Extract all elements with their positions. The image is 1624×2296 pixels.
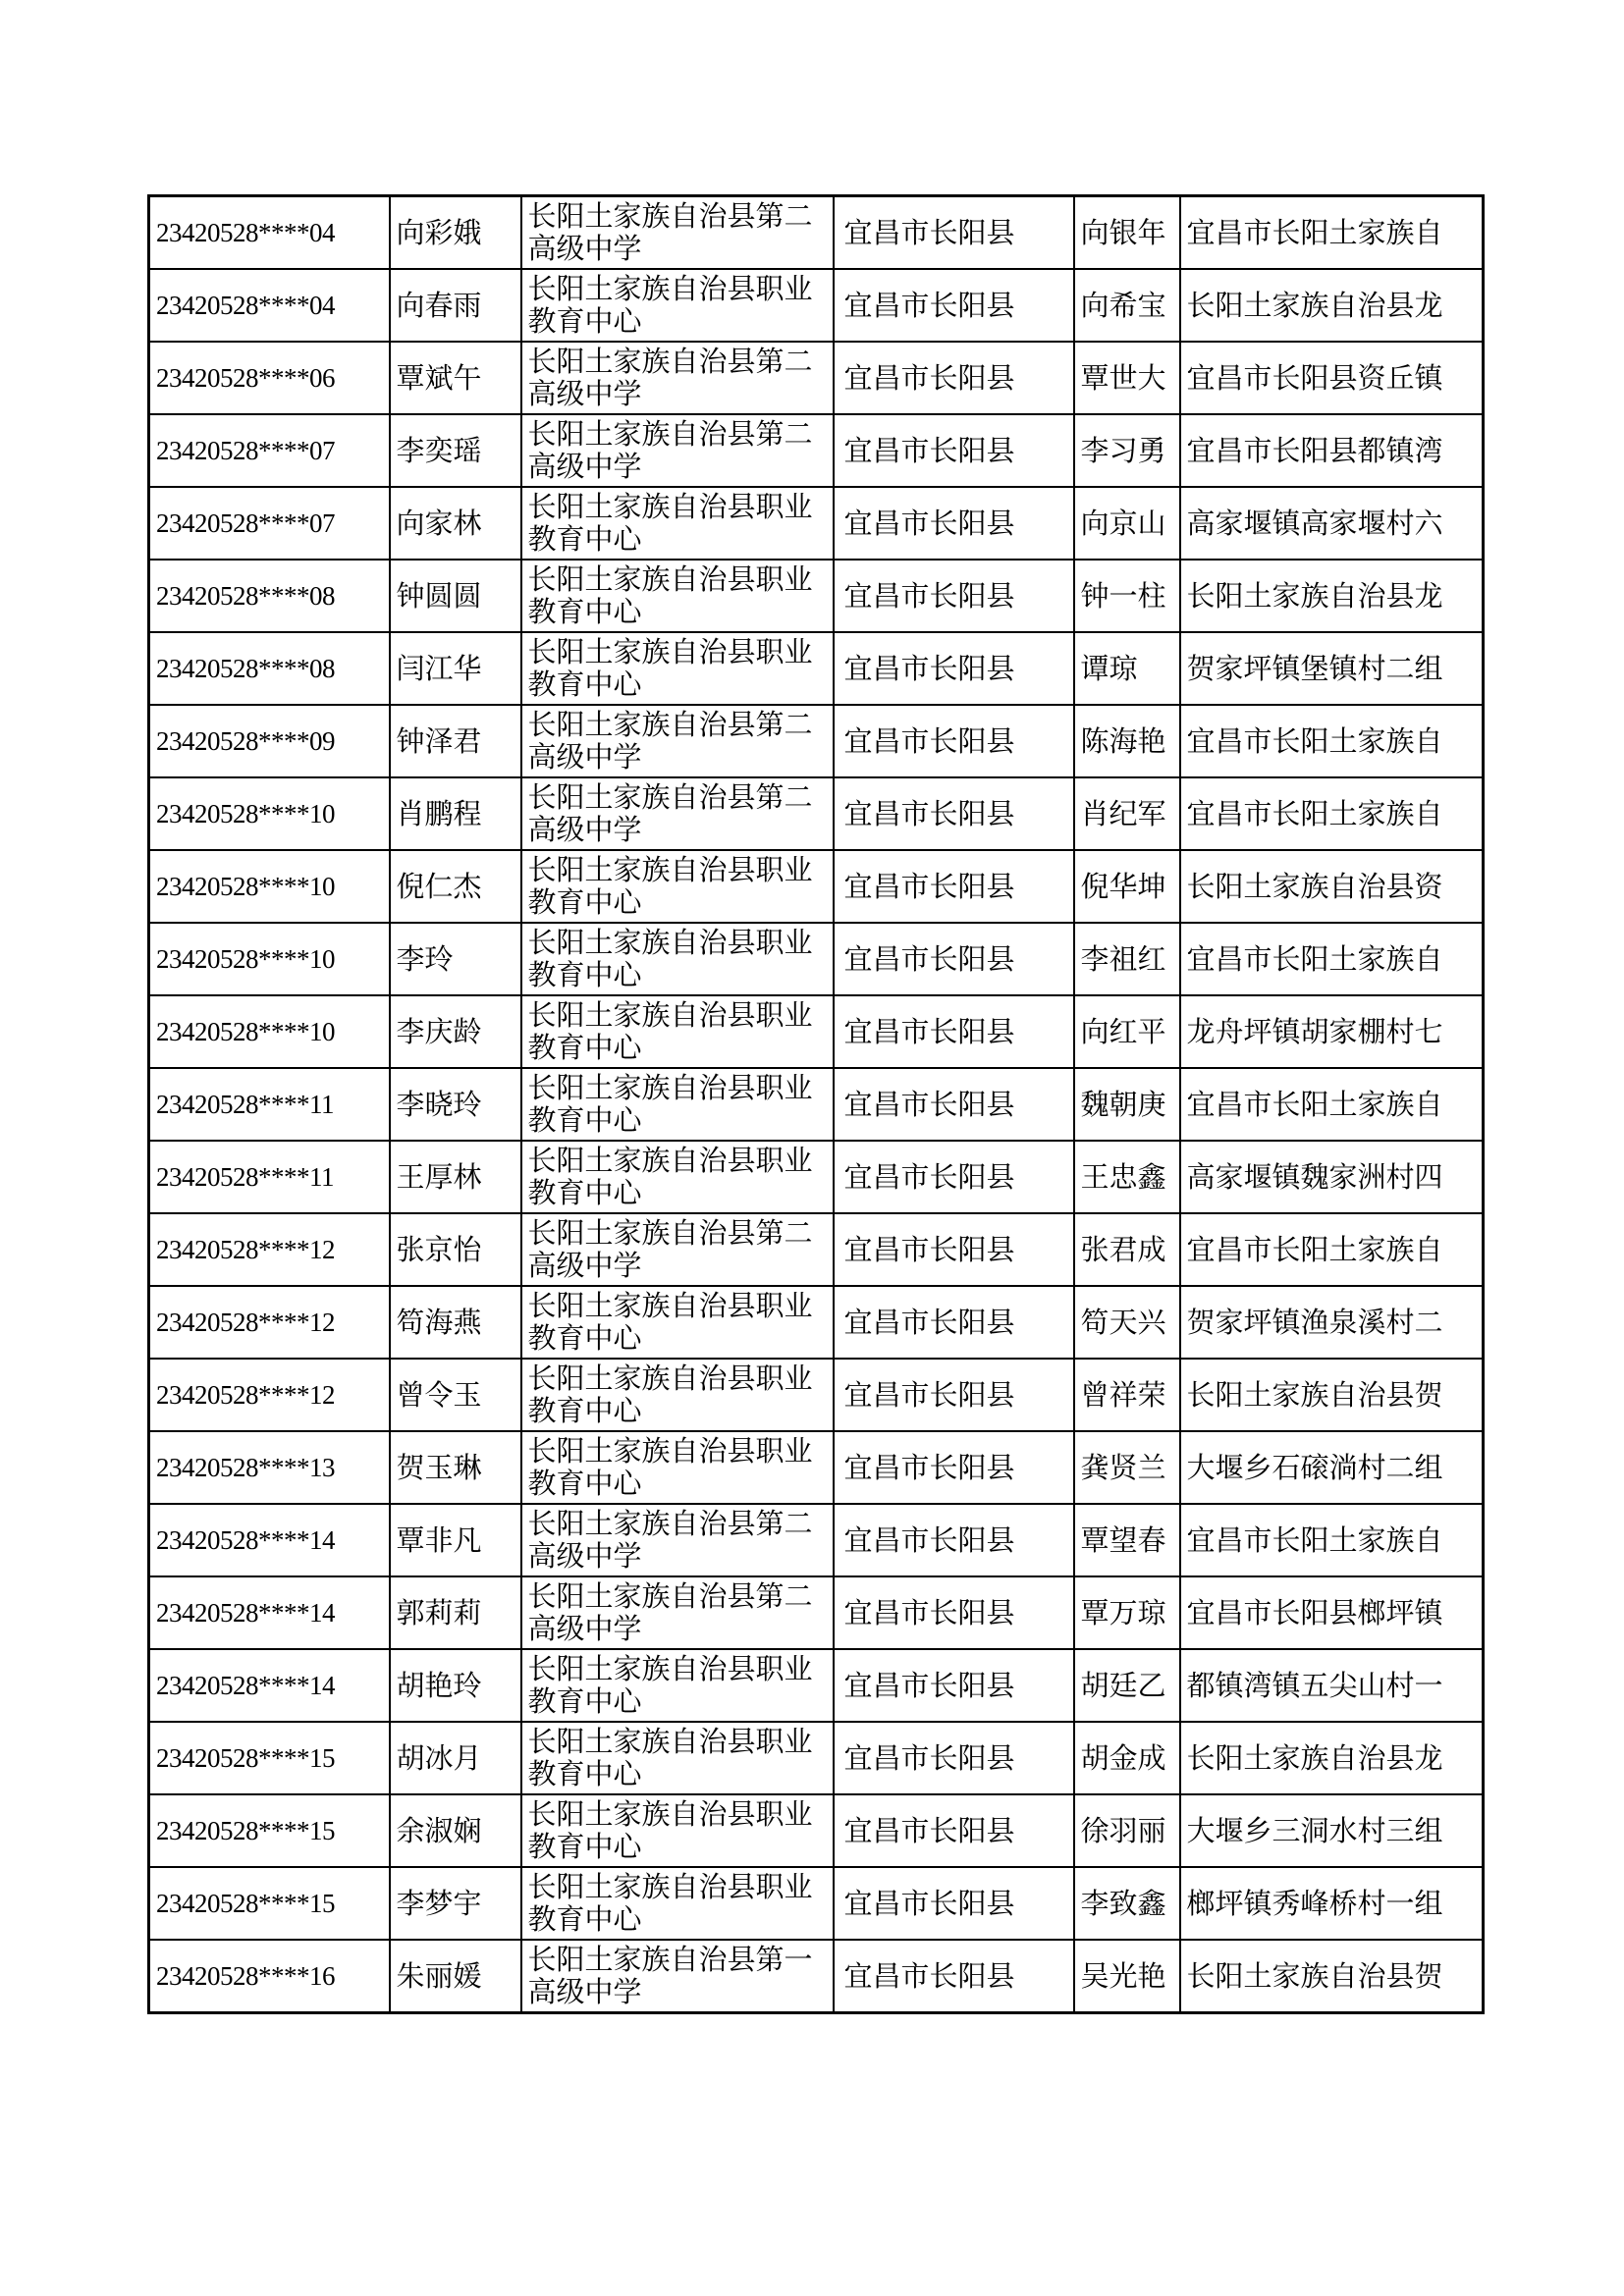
student-name-cell: 覃非凡 (390, 1504, 521, 1576)
guardian-name-cell: 向希宝 (1074, 269, 1180, 342)
address-cell: 大堰乡石磙淌村二组 (1180, 1431, 1484, 1504)
student-name-cell: 向彩娥 (390, 196, 521, 270)
table-row (149, 1867, 1484, 1940)
region-cell: 宜昌市长阳县 (834, 1286, 1074, 1359)
school-cell: 长阳土家族自治县职业教育中心 (521, 1141, 834, 1213)
table-row (149, 1649, 1484, 1722)
student-id-cell: 23420528****16 (149, 1940, 390, 2013)
guardian-name-cell: 魏朝庚 (1074, 1068, 1180, 1141)
guardian-name-cell: 钟一柱 (1074, 560, 1180, 632)
guardian-name-cell: 倪华坤 (1074, 850, 1180, 923)
guardian-name-cell: 陈海艳 (1074, 705, 1180, 777)
table-row (149, 1141, 1484, 1213)
region-cell: 宜昌市长阳县 (834, 1068, 1074, 1141)
table-row (149, 850, 1484, 923)
student-id-cell: 23420528****15 (149, 1867, 390, 1940)
school-cell: 长阳土家族自治县职业教育中心 (521, 995, 834, 1068)
guardian-name-cell: 覃望春 (1074, 1504, 1180, 1576)
school-cell: 长阳土家族自治县职业教育中心 (521, 1068, 834, 1141)
student-name-cell: 贺玉琳 (390, 1431, 521, 1504)
address-cell: 宜昌市长阳土家族自 (1180, 777, 1484, 850)
school-cell: 长阳土家族自治县第二高级中学 (521, 777, 834, 850)
guardian-name-cell: 吴光艳 (1074, 1940, 1180, 2013)
student-name-cell: 郭莉莉 (390, 1576, 521, 1649)
student-id-cell: 23420528****15 (149, 1794, 390, 1867)
guardian-name-cell: 向红平 (1074, 995, 1180, 1068)
student-name-cell: 李晓玲 (390, 1068, 521, 1141)
guardian-name-cell: 向银年 (1074, 196, 1180, 270)
table-row (149, 1359, 1484, 1431)
student-id-cell: 23420528****15 (149, 1722, 390, 1794)
address-cell: 贺家坪镇渔泉溪村二 (1180, 1286, 1484, 1359)
region-cell: 宜昌市长阳县 (834, 705, 1074, 777)
region-cell: 宜昌市长阳县 (834, 269, 1074, 342)
student-name-cell: 向春雨 (390, 269, 521, 342)
school-cell: 长阳土家族自治县第二高级中学 (521, 1504, 834, 1576)
student-name-cell: 胡艳玲 (390, 1649, 521, 1722)
student-id-cell: 23420528****14 (149, 1504, 390, 1576)
student-name-cell: 钟圆圆 (390, 560, 521, 632)
address-cell: 宜昌市长阳土家族自 (1180, 923, 1484, 995)
guardian-name-cell: 胡金成 (1074, 1722, 1180, 1794)
address-cell: 长阳土家族自治县龙 (1180, 1722, 1484, 1794)
address-cell: 宜昌市长阳县都镇湾 (1180, 414, 1484, 487)
address-cell: 宜昌市长阳土家族自 (1180, 705, 1484, 777)
table-row (149, 269, 1484, 342)
address-cell: 龙舟坪镇胡家棚村七 (1180, 995, 1484, 1068)
roster-body (149, 196, 1484, 2013)
student-name-cell: 闫江华 (390, 632, 521, 705)
table-row (149, 705, 1484, 777)
school-cell: 长阳土家族自治县第二高级中学 (521, 1576, 834, 1649)
region-cell: 宜昌市长阳县 (834, 1141, 1074, 1213)
address-cell: 长阳土家族自治县龙 (1180, 269, 1484, 342)
address-cell: 宜昌市长阳土家族自 (1180, 1504, 1484, 1576)
region-cell: 宜昌市长阳县 (834, 923, 1074, 995)
student-name-cell: 李玲 (390, 923, 521, 995)
student-id-cell: 23420528****12 (149, 1359, 390, 1431)
student-name-cell: 钟泽君 (390, 705, 521, 777)
school-cell: 长阳土家族自治县第二高级中学 (521, 414, 834, 487)
region-cell: 宜昌市长阳县 (834, 1794, 1074, 1867)
table-row (149, 777, 1484, 850)
region-cell: 宜昌市长阳县 (834, 1867, 1074, 1940)
school-cell: 长阳土家族自治县职业教育中心 (521, 923, 834, 995)
region-cell: 宜昌市长阳县 (834, 1359, 1074, 1431)
student-name-cell: 曾令玉 (390, 1359, 521, 1431)
address-cell: 高家堰镇高家堰村六 (1180, 487, 1484, 560)
address-cell: 长阳土家族自治县贺 (1180, 1940, 1484, 2013)
table-row (149, 1504, 1484, 1576)
school-cell: 长阳土家族自治县职业教育中心 (521, 1794, 834, 1867)
guardian-name-cell: 李习勇 (1074, 414, 1180, 487)
address-cell: 长阳土家族自治县贺 (1180, 1359, 1484, 1431)
student-id-cell: 23420528****10 (149, 923, 390, 995)
student-id-cell: 23420528****10 (149, 777, 390, 850)
school-cell: 长阳土家族自治县第一高级中学 (521, 1940, 834, 2013)
region-cell: 宜昌市长阳县 (834, 632, 1074, 705)
student-name-cell: 余淑娴 (390, 1794, 521, 1867)
table-row (149, 632, 1484, 705)
address-cell: 宜昌市长阳县榔坪镇 (1180, 1576, 1484, 1649)
student-id-cell: 23420528****07 (149, 414, 390, 487)
school-cell: 长阳土家族自治县职业教育中心 (521, 560, 834, 632)
guardian-name-cell: 李致鑫 (1074, 1867, 1180, 1940)
table-row (149, 196, 1484, 270)
student-name-cell: 倪仁杰 (390, 850, 521, 923)
student-id-cell: 23420528****07 (149, 487, 390, 560)
address-cell: 大堰乡三洞水村三组 (1180, 1794, 1484, 1867)
guardian-name-cell: 龚贤兰 (1074, 1431, 1180, 1504)
student-name-cell: 张京怡 (390, 1213, 521, 1286)
region-cell: 宜昌市长阳县 (834, 995, 1074, 1068)
address-cell: 都镇湾镇五尖山村一 (1180, 1649, 1484, 1722)
student-id-cell: 23420528****09 (149, 705, 390, 777)
table-row (149, 1940, 1484, 2013)
address-cell: 宜昌市长阳土家族自 (1180, 1068, 1484, 1141)
student-name-cell: 覃斌午 (390, 342, 521, 414)
guardian-name-cell: 胡廷乙 (1074, 1649, 1180, 1722)
region-cell: 宜昌市长阳县 (834, 342, 1074, 414)
student-name-cell: 向家林 (390, 487, 521, 560)
school-cell: 长阳土家族自治县职业教育中心 (521, 1359, 834, 1431)
address-cell: 宜昌市长阳土家族自 (1180, 196, 1484, 270)
guardian-name-cell: 张君成 (1074, 1213, 1180, 1286)
table-row (149, 1794, 1484, 1867)
student-name-cell: 李奕瑶 (390, 414, 521, 487)
student-id-cell: 23420528****12 (149, 1213, 390, 1286)
table-row (149, 1722, 1484, 1794)
table-row (149, 487, 1484, 560)
student-id-cell: 23420528****13 (149, 1431, 390, 1504)
student-name-cell: 胡冰月 (390, 1722, 521, 1794)
guardian-name-cell: 向京山 (1074, 487, 1180, 560)
school-cell: 长阳土家族自治县职业教育中心 (521, 1722, 834, 1794)
address-cell: 宜昌市长阳县资丘镇 (1180, 342, 1484, 414)
school-cell: 长阳土家族自治县职业教育中心 (521, 1431, 834, 1504)
school-cell: 长阳土家族自治县职业教育中心 (521, 1649, 834, 1722)
student-id-cell: 23420528****14 (149, 1649, 390, 1722)
student-name-cell: 李梦宇 (390, 1867, 521, 1940)
guardian-name-cell: 徐羽丽 (1074, 1794, 1180, 1867)
guardian-name-cell: 肖纪军 (1074, 777, 1180, 850)
student-id-cell: 23420528****04 (149, 269, 390, 342)
student-id-cell: 23420528****08 (149, 560, 390, 632)
school-cell: 长阳土家族自治县第二高级中学 (521, 705, 834, 777)
school-cell: 长阳土家族自治县第二高级中学 (521, 1213, 834, 1286)
region-cell: 宜昌市长阳县 (834, 414, 1074, 487)
student-name-cell: 朱丽媛 (390, 1940, 521, 2013)
student-name-cell: 笱海燕 (390, 1286, 521, 1359)
student-roster-table (147, 194, 1485, 2014)
student-id-cell: 23420528****12 (149, 1286, 390, 1359)
table-row (149, 1068, 1484, 1141)
table-row (149, 923, 1484, 995)
guardian-name-cell: 曾祥荣 (1074, 1359, 1180, 1431)
region-cell: 宜昌市长阳县 (834, 1431, 1074, 1504)
region-cell: 宜昌市长阳县 (834, 487, 1074, 560)
school-cell: 长阳土家族自治县职业教育中心 (521, 487, 834, 560)
school-cell: 长阳土家族自治县第二高级中学 (521, 196, 834, 270)
school-cell: 长阳土家族自治县职业教育中心 (521, 850, 834, 923)
address-cell: 高家堰镇魏家洲村四 (1180, 1141, 1484, 1213)
table-row (149, 1286, 1484, 1359)
table-row (149, 1576, 1484, 1649)
student-id-cell: 23420528****11 (149, 1068, 390, 1141)
region-cell: 宜昌市长阳县 (834, 1504, 1074, 1576)
region-cell: 宜昌市长阳县 (834, 777, 1074, 850)
table-row (149, 342, 1484, 414)
table-row (149, 560, 1484, 632)
school-cell: 长阳土家族自治县职业教育中心 (521, 632, 834, 705)
student-name-cell: 肖鹏程 (390, 777, 521, 850)
table-row (149, 1213, 1484, 1286)
guardian-name-cell: 王忠鑫 (1074, 1141, 1180, 1213)
guardian-name-cell: 谭琼 (1074, 632, 1180, 705)
student-id-cell: 23420528****11 (149, 1141, 390, 1213)
guardian-name-cell: 笱天兴 (1074, 1286, 1180, 1359)
student-id-cell: 23420528****04 (149, 196, 390, 270)
region-cell: 宜昌市长阳县 (834, 1576, 1074, 1649)
guardian-name-cell: 覃世大 (1074, 342, 1180, 414)
school-cell: 长阳土家族自治县职业教育中心 (521, 1286, 834, 1359)
table-row (149, 1431, 1484, 1504)
region-cell: 宜昌市长阳县 (834, 850, 1074, 923)
region-cell: 宜昌市长阳县 (834, 1213, 1074, 1286)
guardian-name-cell: 覃万琼 (1074, 1576, 1180, 1649)
address-cell: 长阳土家族自治县龙 (1180, 560, 1484, 632)
student-id-cell: 23420528****06 (149, 342, 390, 414)
region-cell: 宜昌市长阳县 (834, 1649, 1074, 1722)
address-cell: 宜昌市长阳土家族自 (1180, 1213, 1484, 1286)
address-cell: 长阳土家族自治县资 (1180, 850, 1484, 923)
student-name-cell: 王厚林 (390, 1141, 521, 1213)
address-cell: 榔坪镇秀峰桥村一组 (1180, 1867, 1484, 1940)
guardian-name-cell: 李祖红 (1074, 923, 1180, 995)
school-cell: 长阳土家族自治县职业教育中心 (521, 1867, 834, 1940)
student-id-cell: 23420528****10 (149, 850, 390, 923)
region-cell: 宜昌市长阳县 (834, 196, 1074, 270)
school-cell: 长阳土家族自治县职业教育中心 (521, 269, 834, 342)
school-cell: 长阳土家族自治县第二高级中学 (521, 342, 834, 414)
student-id-cell: 23420528****10 (149, 995, 390, 1068)
region-cell: 宜昌市长阳县 (834, 1722, 1074, 1794)
student-name-cell: 李庆龄 (390, 995, 521, 1068)
region-cell: 宜昌市长阳县 (834, 1940, 1074, 2013)
address-cell: 贺家坪镇堡镇村二组 (1180, 632, 1484, 705)
student-id-cell: 23420528****14 (149, 1576, 390, 1649)
student-id-cell: 23420528****08 (149, 632, 390, 705)
table-row (149, 995, 1484, 1068)
region-cell: 宜昌市长阳县 (834, 560, 1074, 632)
table-row (149, 414, 1484, 487)
